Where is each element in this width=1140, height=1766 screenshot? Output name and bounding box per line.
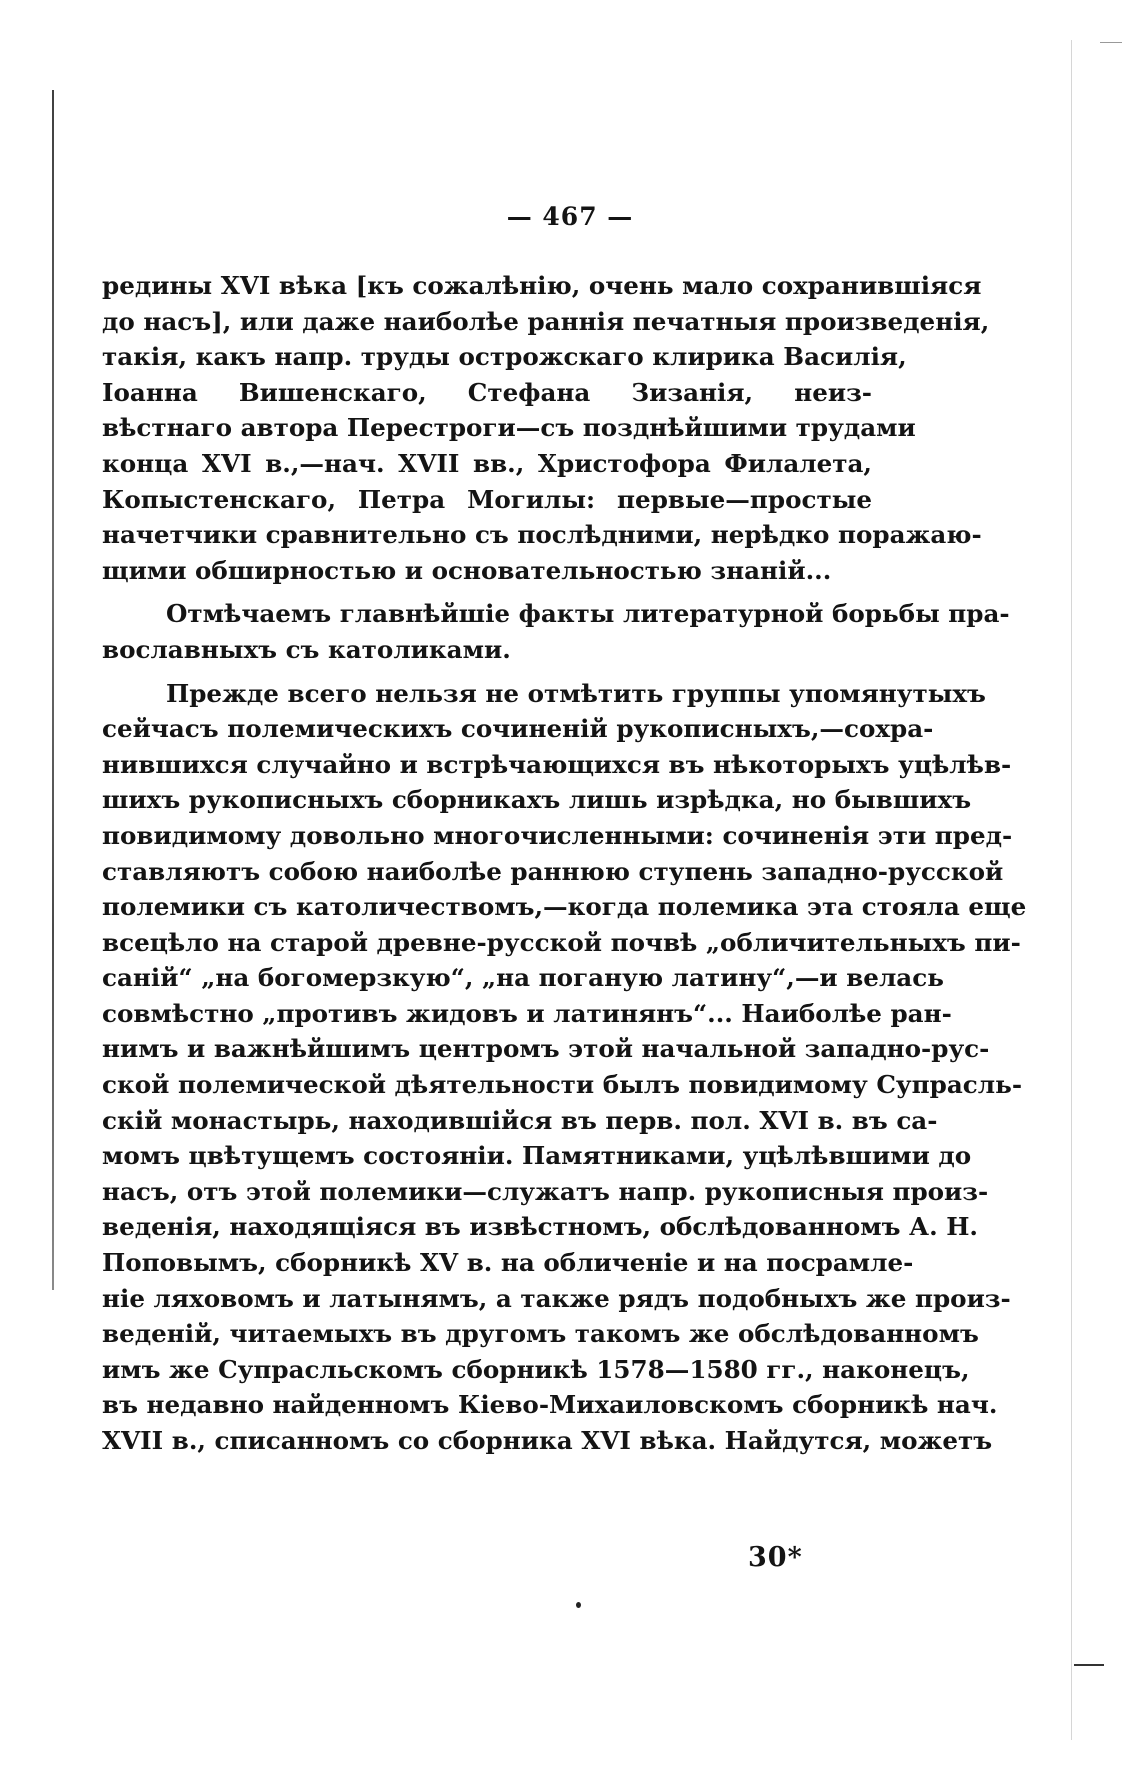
text-line: конца XVI в.,—нач. XVII вв., Христофора Филалета, [102,448,872,478]
text-line: ской полемической дѣятельности былъ повидимому Супрасль- [102,1070,1023,1100]
text-line: сейчасъ полемическихъ сочиненій рукописныхъ,—сохра- [102,714,934,744]
text-line: въ недавно найденномъ Кіево-Михаиловскомъ сборникѣ нач. [102,1390,998,1420]
text-line: всецѣло на старой древне-русской почвѣ „обличительныхъ пи- [102,927,1021,957]
text-line: веденія, находящіяся въ извѣстномъ, обслѣдованномъ А. Н. [102,1212,978,1242]
paragraph-gap [102,668,872,676]
text-line: такія, какъ напр. труды острожскаго клирика Василія, [102,342,907,372]
text-line: начетчики сравнительно съ послѣдними, нерѣдко поражаю- [102,520,982,550]
text-line: XVII в., списанномъ со сборника XVI вѣка. Найдутся, можетъ [102,1426,993,1455]
text-line: ставляютъ собою наиболѣе раннюю ступень западно-русской [102,856,1004,886]
scan-mark-top-right [1100,42,1122,43]
scan-edge-line-right [1071,40,1072,1740]
text-line: полемики съ католичествомъ,—когда полемика эта стояла еще [102,892,1027,922]
scan-edge-line [52,90,54,1290]
text-line: нимъ и важнѣйшимъ центромъ этой начальной западно-рус- [102,1034,990,1064]
text-line: скій монастырь, находившійся въ перв. пол. XVI в. въ са- [102,1105,938,1135]
text-line: саній“ „на богомерзкую“, „на поганую латину“,—и велась [102,963,944,993]
scan-dot [576,1602,581,1608]
text-line: имъ же Супрасльскомъ сборникѣ 1578—1580 гг., наконецъ, [102,1354,970,1384]
body-text [102,268,1027,1459]
text-line: веденій, читаемыхъ въ другомъ такомъ же обслѣдованномъ [102,1319,979,1349]
text-line: редины XVI вѣка [къ сожалѣнію, очень мало сохранившіяся [102,271,982,300]
text-line: момъ цвѣтущемъ состояніи. Памятниками, уцѣлѣвшими до [102,1141,972,1171]
text-line: вославныхъ съ католиками. [102,634,511,664]
text-line: нившихся случайно и встрѣчающихся въ нѣкоторыхъ уцѣлѣв- [102,749,1012,779]
paragraph-gap [102,588,872,596]
text-line: ніе ляховомъ и латынямъ, а также рядъ подобныхъ же произ- [102,1283,1011,1313]
text-line: насъ, отъ этой полемики—служатъ напр. рукописныя произ- [102,1176,989,1206]
scan-mark-bottom-right [1074,1664,1104,1666]
text-line: Поповымъ, сборникѣ XV в. на обличеніе и на посрамле- [102,1248,914,1278]
text-line: Іоанна Вишенскаго, Стефана Зизанія, неиз- [102,377,872,407]
text-line: совмѣстно „противъ жидовъ и латинянъ“... Наиболѣе ран- [102,998,952,1028]
signature-mark: 30* [748,1542,803,1573]
text-line: шихъ рукописныхъ сборникахъ лишь изрѣдка, но бывшихъ [102,785,972,815]
text-line: щими обширностью и основательностью знаній... [102,555,832,585]
text-line: до насъ], или даже наиболѣе раннія печатныя произведенія, [102,306,990,336]
text-line: Отмѣчаемъ главнѣйшіе факты литературной борьбы пра- [166,599,1010,629]
text-line: Прежде всего нельзя не отмѣтить группы упомянутыхъ [166,678,986,708]
text-line: повидимому довольно многочисленными: сочиненія эти пред- [102,820,1013,850]
text-line: Копыстенскаго, Петра Могилы: первые—простые [102,484,872,514]
page-number: — 467 — [506,202,634,231]
text-line: вѣстнаго автора Перестроги—съ позднѣйшими трудами [102,413,916,443]
